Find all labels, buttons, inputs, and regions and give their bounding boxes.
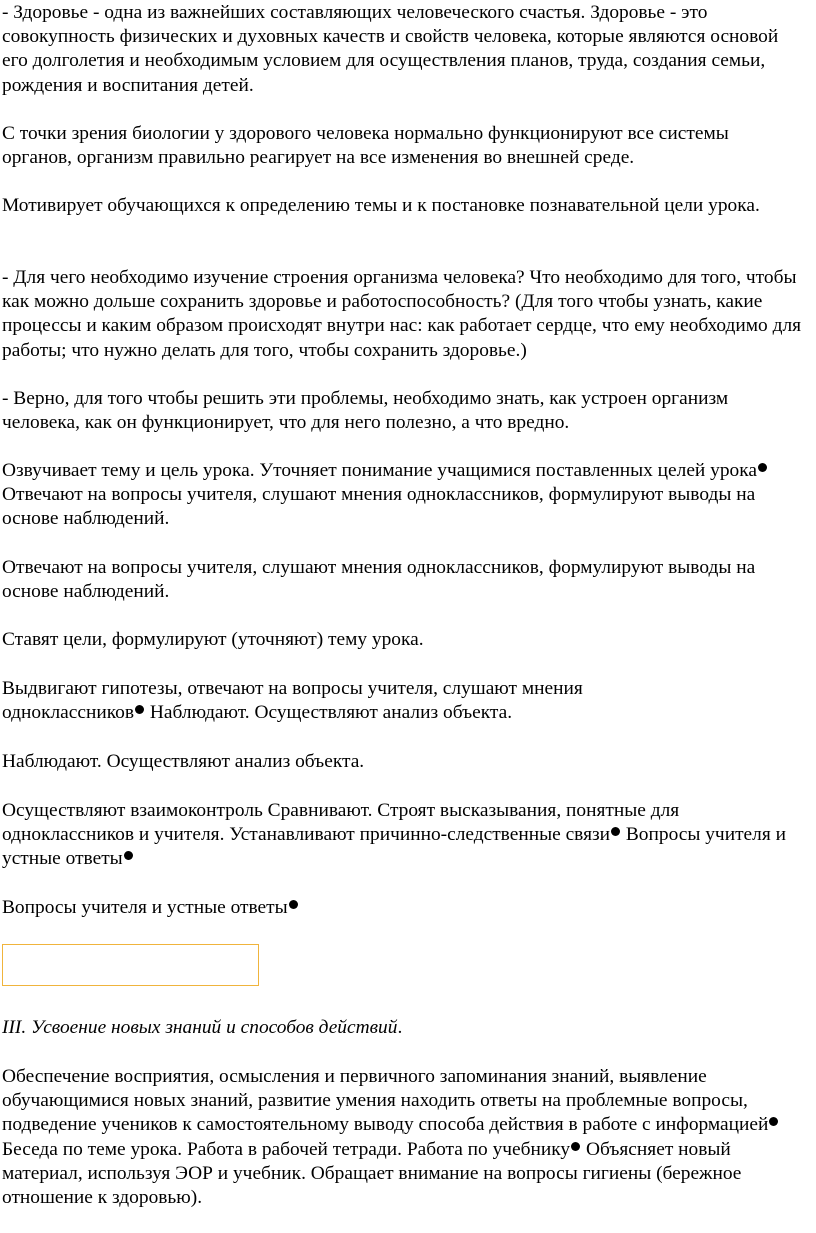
paragraph-hypotheses	[2, 677, 662, 725]
paragraph-health-definition: - Здоровье - одна из важнейших составляющих человеческого счастья. Здоровье - это совокупность физических и духовных качеств и свойств человека, которые являются основой его долголетия и необходимым условием для осуществления планов, труда, создания семьи, рождения и воспитания детей.	[2, 2, 784, 96]
paragraph-new-knowledge-text-3: Объясняет новый материал, используя ЭОР и учебник. Обращает внимание на вопросы гигиены (бережное отношение к здоровью).	[2, 1138, 747, 1209]
paragraph-mutual-control-text: Осуществляют взаимоконтроль Сравнивают. Строят высказывания, понятные для одноклассников и учителя. Устанавливают причинно-следственные связи	[2, 800, 685, 846]
paragraph-observe: Наблюдают. Осуществляют анализ объекта.	[2, 751, 365, 772]
bullet-icon	[124, 851, 133, 860]
paragraph-new-knowledge-text-2: Беседа по теме урока. Работа в рабочей тетради. Работа по учебнику	[2, 1114, 785, 1160]
empty-outlined-box	[2, 944, 259, 986]
paragraph-new-knowledge	[2, 1065, 814, 1210]
paragraph-topic-goal-text: Озвучивает тему и цель урока. Уточняет понимание учащимися поставленных целей урока	[2, 460, 757, 481]
bullet-icon	[758, 463, 767, 472]
paragraph-question: - Для чего необходимо изучение строения организма человека? Что необходимо для того, чтобы как можно дольше сохранить здоровье и работоспособность? (Для того чтобы узнать, какие процессы и каким образом происходят внутри нас: как работает сердце, что ему необходимо для работы; что нужно делать для того, чтобы сохранить здоровье.)	[2, 267, 806, 361]
section-heading-iii-text: III. Усвоение новых знаний и способов действий	[2, 1017, 398, 1038]
paragraph-questions-answers	[2, 896, 802, 920]
paragraph-topic-goal	[2, 459, 797, 532]
paragraph-mutual-control	[2, 799, 802, 872]
paragraph-hypotheses-text-2: Наблюдают. Осуществляют анализ объекта.	[145, 702, 513, 724]
bullet-icon	[769, 1117, 778, 1126]
paragraph-mutual-control-text-2: Вопросы учителя и устные ответы	[2, 824, 791, 870]
bullet-icon	[289, 900, 298, 909]
paragraph-answers: Отвечают на вопросы учителя, слушают мнения одноклассников, формулируют выводы на основе наблюдений.	[2, 557, 761, 603]
paragraph-questions-answers-text: Вопросы учителя и устные ответы	[2, 897, 288, 918]
section-heading-iii-period: .	[397, 1017, 403, 1038]
paragraph-motivation: Мотивирует обучающихся к определению темы и к постановке познавательной цели урока.	[2, 195, 760, 216]
paragraph-new-knowledge-text: Обеспечение восприятия, осмысления и первичного запоминания знаний, выявление обучающимися новых знаний, развитие умения находить ответы на проблемные вопросы, подведение учеников к самостоятельному выводу способа действия в работе с информацией	[2, 1066, 769, 1136]
paragraph-set-goals: Ставят цели, формулируют (уточняют) тему урока.	[2, 629, 424, 650]
paragraph-answer: - Верно, для того чтобы решить эти проблемы, необходимо знать, как устроен организм человека, как он функционирует, что для него полезно, а что вредно.	[2, 388, 733, 434]
paragraph-topic-goal-text-2: Отвечают на вопросы учителя, слушают мнения одноклассников, формулируют выводы на основе наблюдений.	[2, 460, 773, 530]
bullet-icon	[135, 705, 144, 714]
bullet-icon	[571, 1142, 580, 1151]
paragraph-biology-view: С точки зрения биологии у здорового человека нормально функционируют все системы органов, организм правильно реагирует на все изменения во внешней среде.	[2, 123, 734, 169]
paragraph-hypotheses-text: Выдвигают гипотезы, отвечают на вопросы учителя, слушают мнения одноклассников	[2, 678, 588, 724]
bullet-icon	[611, 827, 620, 836]
section-heading-iii	[2, 1016, 802, 1040]
